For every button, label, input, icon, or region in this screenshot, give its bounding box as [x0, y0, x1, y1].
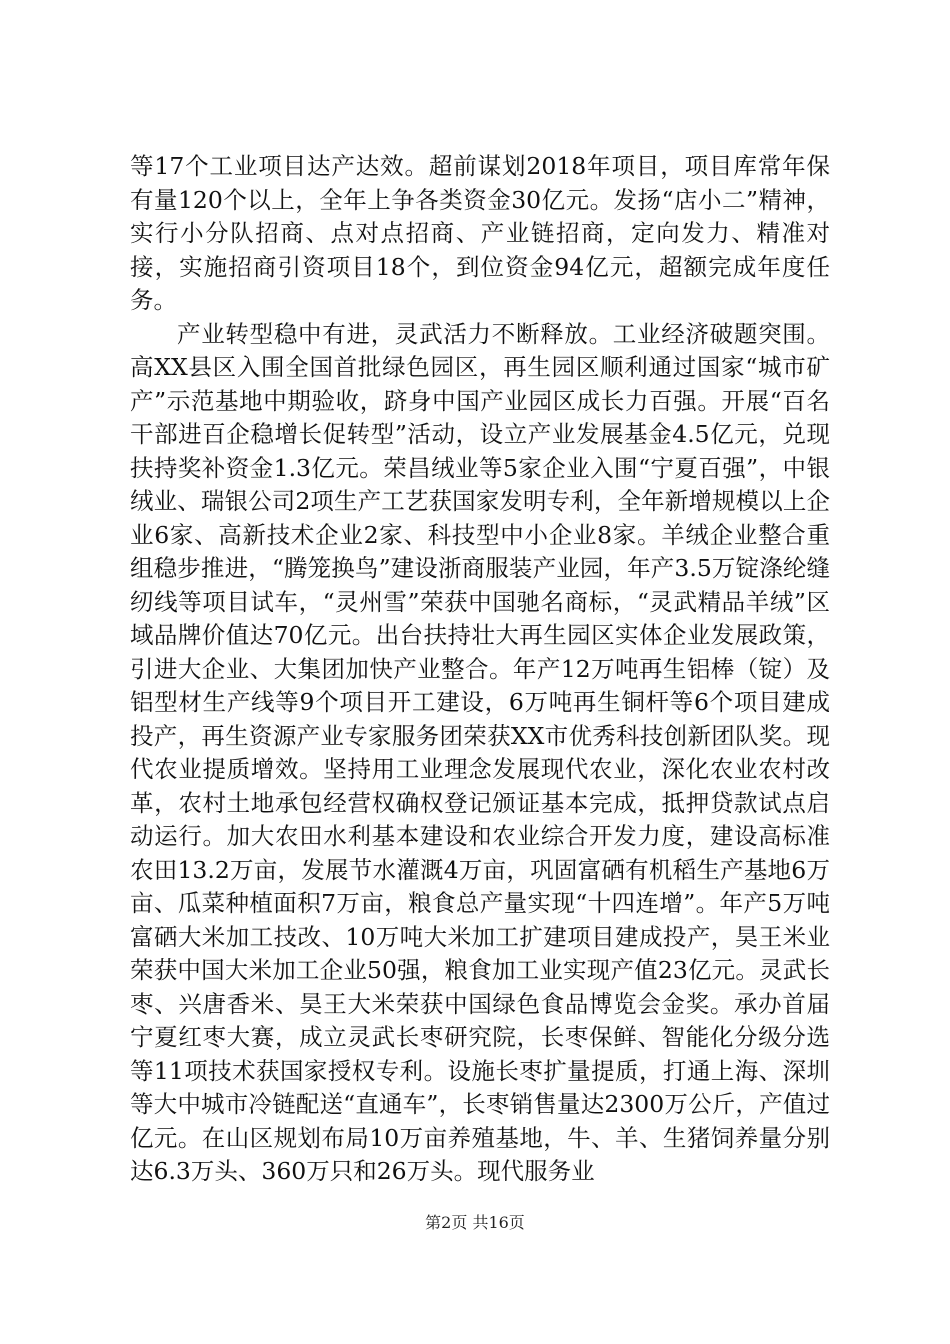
paragraph-2: 产业转型稳中有进，灵武活力不断释放。工业经济破题突围。高XX县区入围全国首批绿色园区，再生园区顺利通过国家“城市矿产”示范基地中期验收，跻身中国产业园区成长力百强。开展“百名干部进百企稳增长促转型”活动，设立产业发展基金4.5亿元，兑现扶持奖补资金1.3亿元。荣昌绒业等5家企业入围“宁夏百强”，中银绒业、瑞银公司2项生产工艺获国家发明专利，全年新增规模以上企业6家、高新技术企业2家、科技型中小企业8家。羊绒企业整合重组稳步推进，“腾笼换鸟”建设浙商服装产业园，年产3.5万锭涤纶缝纫线等项目试车，“灵州雪”荣获中国驰名商标，“灵武精品羊绒”区域品牌价值达70亿元。出台扶持壮大再生园区实体企业发展政策，引进大企业、大集团加快产业整合。年产12万吨再生铝棒（锭）及铝型材生产线等9个项目开工建设，6万吨再生铜杆等6个项目建成投产，再生资源产业专家服务团荣获XX市优秀科技创新团队奖。现代农业提质增效。坚持用工业理念发展现代农业，深化农业农村改革，农村土地承包经营权确权登记颁证基本完成，抵押贷款试点启动运行。加大农田水利基本建设和农业综合开发力度，建设高标准农田13.2万亩，发展节水灌溉4万亩，巩固富硒有机稻生产基地6万亩、瓜菜种植面积7万亩，粮食总产量实现“十四连增”。年产5万吨富硒大米加工技改、10万吨大米加工扩建项目建成投产，昊王米业荣获中国大米加工企业50强，粮食加工业实现产值23亿元。灵武长枣、兴唐香米、昊王大米荣获中国绿色食品博览会金奖。承办首届宁夏红枣大赛，成立灵武长枣研究院，长枣保鲜、智能化分级分选等11项技术获国家授权专利。设施长枣扩量提质，打通上海、深圳等大中城市冷链配送“直通车”，长枣销售量达2300万公斤，产值过亿元。在山区规划布局10万亩养殖基地，牛、羊、生猪饲养量分别达6.3万头、360万只和26万头。现代服务业 [130, 319, 830, 1185]
page-footer: 第2页 共16页 [425, 1213, 525, 1232]
document-body [130, 150, 830, 1189]
paragraph-1: 等17个工业项目达产达效。超前谋划2018年项目，项目库常年保有量120个以上，全年上争各类资金30亿元。发扬“店小二”精神，实行小分队招商、点对点招商、产业链招商，定向发力、精准对接，实施招商引资项目18个，到位资金94亿元，超额完成年度任务。 [130, 152, 830, 314]
